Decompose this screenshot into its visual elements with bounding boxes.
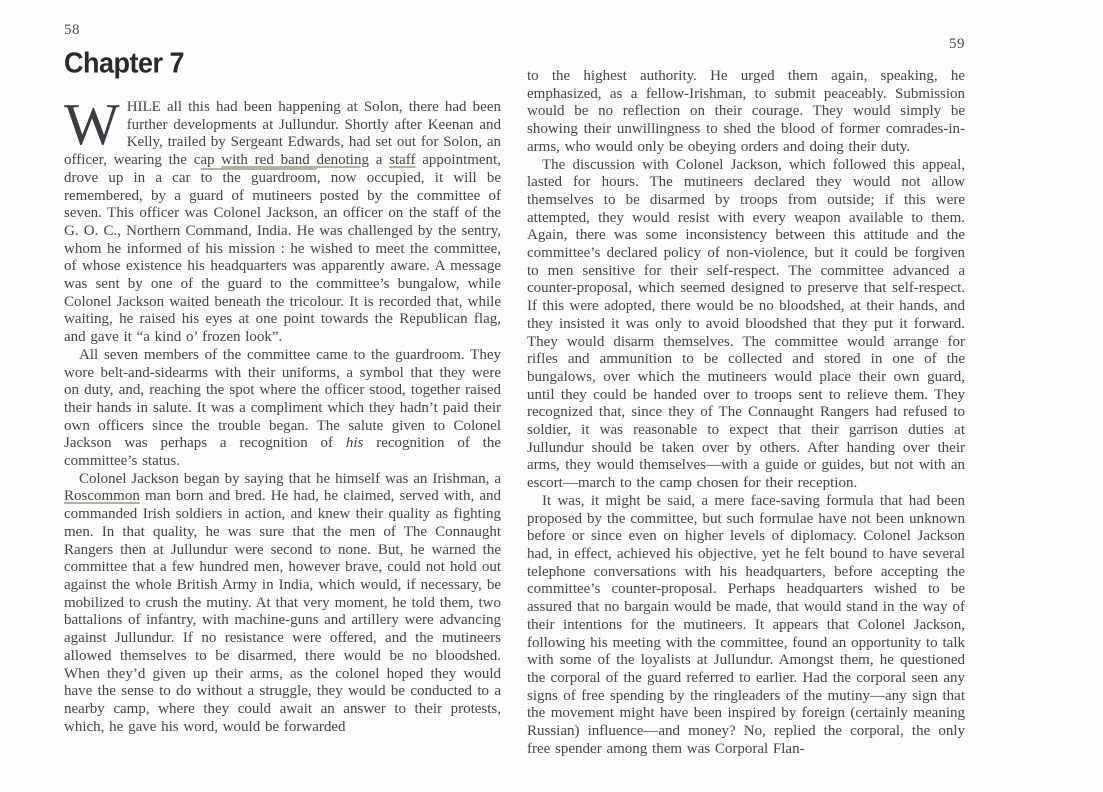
page-number-left: 58 bbox=[64, 22, 80, 38]
paragraph bbox=[64, 471, 501, 737]
page-59 bbox=[527, 36, 965, 758]
pencil-underlined-text: with red band denoting bbox=[221, 152, 369, 169]
pencil-underlined-text: staff bbox=[389, 152, 416, 169]
paragraph-text: HILE all this had been happening at Solon, there had been further developments at Jullundur. Shortly after Keenan and Kelly, trailed by Sergeant Edwards, had set out for Solon, an officer, wearing the cap bbox=[64, 99, 501, 169]
paragraph-continuation: to the highest authority. He urged them again, speaking, he emphasized, as a fellow-Irishman, to submit peaceably. Submission would be no reflection on their courage. They would simply be showing their unwillingness to shed the blood of former comrades-in-arms, who would only be obeying orders and doing their duty. bbox=[527, 68, 965, 155]
paragraph-text: appointment, drove up in a car bbox=[64, 152, 501, 186]
page-number-right: 59 bbox=[949, 36, 965, 52]
chapter-heading: Chapter 7 bbox=[64, 47, 185, 79]
paragraph-text: Colonel Jackson began by saying that he himself was an Irishman, a bbox=[79, 470, 501, 487]
italic-text: his bbox=[345, 435, 364, 452]
drop-cap: W bbox=[64, 91, 120, 157]
pencil-underlined-text: Roscommon bbox=[64, 488, 140, 505]
paragraph: The discussion with Colonel Jackson, which followed this appeal, lasted for hours. The mutineers declared they would not allow themselves to be disarmed by troops from outside; if this were attempted, they would resist with every weapon available to them. Again, there was some inconsistency between this attitude and the committee’s declared policy of non-violence, but it could be forgiven to men sensitive for their self-respect. The committee advanced a counter-proposal, which seemed designed to preserve that self-respect. If this were adopted, there would be no bloodshed, at their hands, and they insisted it was only to avoid bloodshed that they put it forward. They would disarm themselves. The committee would arrange for rifles and ammunition to be collected and stored in one of the bungalows, over which the mutineers would place their own guard, until they could be handed over to troops sent to relieve them. They recognized that, since they of The Connaught Rangers had refused to soldier, it was reasonable to expect that their garrison duties at Jullundur should be taken over by others. After handing over their arms, they would themselves—with a guide or guides, but not with an escort—march to the camp chosen for their reception. bbox=[527, 156, 965, 492]
paragraph-text: a bbox=[368, 152, 390, 169]
paragraph-opening bbox=[64, 91, 501, 347]
paragraph bbox=[64, 347, 501, 471]
paragraph-text: All seven members of the committee came to the guardroom. They wore belt-and-sidearms with their uniforms, a symbol that they were on duty, and, reaching the spot where the officer stood, together raised their hands in salute. It was a compliment which they hadn’t paid their own officers since the trouble began. The salute given to Colonel Jackson was perhaps a recognition of bbox=[64, 346, 501, 452]
page-59-body bbox=[527, 68, 965, 758]
paragraph: It was, it might be said, a mere face-saving formula that had been proposed by the committee, but such formulae have not been unknown before or since even on higher levels of diplomacy. Colonel Jackson had, in effect, achieved his objective, yet he felt bound to have several telephone conversations with his headquarters, before accepting the committee’s counter-proposal. Perhaps headquarters wished to be assured that no bargain would be made, that would stand in the way of their intentions for the mutineers. It appears that Colonel Jackson, following his meeting with the committee, found an opportunity to talk with some of the loyalists at Jullundur. Amongst them, he questioned the corporal of the guard referred to earlier. Had the corporal seen any signs of free spending by the ringleaders of the mutiny—any sign that the movement might have been inspired by foreign (certainly meaning Russian) influence—and money? No, replied the corporal, the only free spender among them was Corporal Flan- bbox=[527, 492, 965, 757]
paragraph-text: man born and bred. He had, he claimed, served with, and commanded Irish soldiers in action, and knew their quality as fighting men. In that quality, he was sure that the men of The Connaught Rangers then at Jullundur were second to none. But, he warned the committee that a few hundred men, however brave, could not hold out against the whole British Army in India, which would, if necessary, be mobilized to crush the mutiny. At that very moment, he told them, two battalions of infantry, with machine-guns and artillery were advancing against Jullundur. If no resistance were offered, and the mutineers allowed themselves to be disarmed, there would be no bloodshed. When they’d given up their arms, as the colonel hoped they would have the sense to do without a struggle, they would be conducted to a nearby camp, where they could await an answer to their protests, which, he gave his word, would be forwarded bbox=[64, 488, 501, 735]
page-58-body bbox=[64, 91, 501, 736]
page-58 bbox=[64, 22, 501, 736]
pencil-overlined-text: to the guardroom bbox=[200, 169, 317, 186]
paragraph-text: recognition of the committee’s status. bbox=[64, 435, 501, 470]
paragraph-text: , now occupied, it will be remembered, by a guard of mutineers posted by the committee of seven. This officer was Colonel Jackson, an officer on the staff of the G. O. C., Northern Command, India. He was challenged by the sentry, whom he informed of his mission : he wished to meet the committee, of whose existence his headquarters was apparently aware. A message was sent by one of the guard to the committee’s bungalow, while Colonel Jackson waited beneath the tricolour. It is recorded that, while waiting, he raised his eyes at one point towards the Republican flag, and gave it “a kind o’ frozen look”. bbox=[64, 169, 501, 346]
